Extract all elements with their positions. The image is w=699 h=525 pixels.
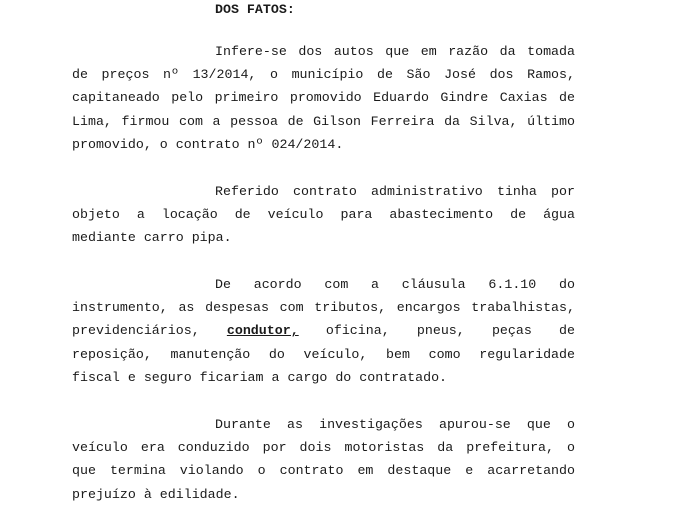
- paragraph-3: [72, 273, 575, 389]
- paragraph-line: de preços nº 13/2014, o município de São José dos Ramos,: [72, 67, 575, 83]
- emphasized-word-condutor: condutor,: [226, 323, 299, 339]
- paragraph-line: Infere-se dos autos que em razão da tomada: [215, 44, 575, 59]
- paragraph-line: veículo era conduzido por dois motoristas da prefeitura, o: [72, 440, 575, 456]
- paragraph-line: instrumento, as despesas com tributos, encargos trabalhistas,: [72, 300, 575, 316]
- paragraph-2: [72, 180, 575, 250]
- line-text-before: previdenciários,: [72, 323, 227, 339]
- line-text-after: oficina, pneus, peças de: [298, 323, 575, 339]
- paragraph-line: reposição, manutenção do veículo, bem como regularidade: [72, 346, 575, 362]
- paragraph-line: Lima, firmou com a pessoa de Gilson Ferreira da Silva, último: [72, 113, 575, 129]
- paragraph-line: objeto a locação de veículo para abastecimento de água: [72, 207, 575, 223]
- paragraph-line: Durante as investigações apurou-se que o: [215, 417, 575, 432]
- paragraph-line: capitaneado pelo primeiro promovido Eduardo Gindre Caxias de: [72, 90, 575, 106]
- paragraph-4: [72, 413, 575, 506]
- paragraph-line: mediante carro pipa.: [72, 230, 232, 246]
- paragraph-line-emphasis: [72, 319, 575, 342]
- paragraph-line: De acordo com a cláusula 6.1.10 do: [215, 277, 575, 292]
- paragraph-line: fiscal e seguro ficariam a cargo do contratado.: [72, 369, 448, 385]
- paragraph-line: promovido, o contrato nº 024/2014.: [72, 136, 344, 152]
- paragraph-line: que termina violando o contrato em destaque e acarretando: [72, 463, 575, 479]
- paragraph-line: Referido contrato administrativo tinha por: [215, 184, 575, 199]
- paragraph-1: [72, 40, 575, 156]
- section-heading: DOS FATOS:: [215, 2, 295, 17]
- paragraph-line: prejuízo à edilidade.: [72, 486, 240, 502]
